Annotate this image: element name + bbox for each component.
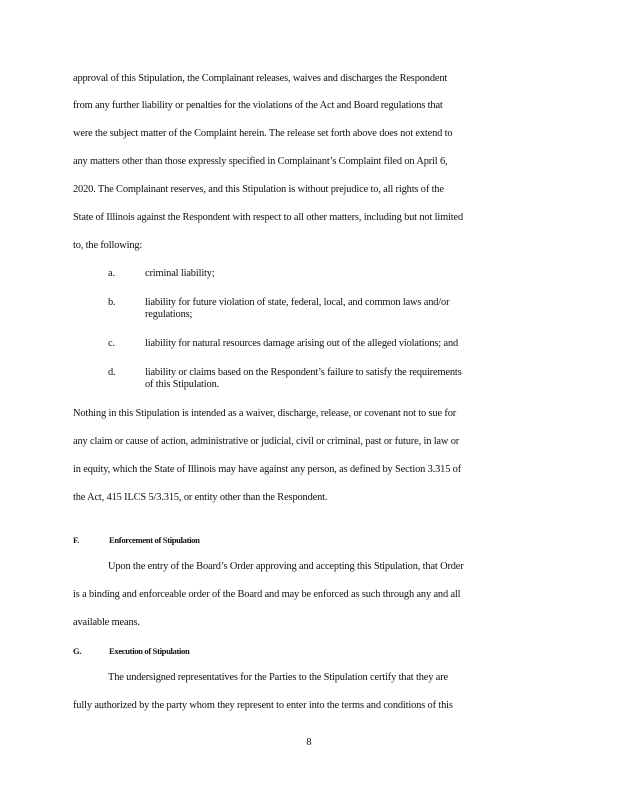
page-number: 8 bbox=[306, 737, 312, 748]
section-title: Enforcement of Stipulation bbox=[109, 535, 200, 545]
paragraph-line: from any further liability or penalties for the violations of the Act and Board regulations that bbox=[73, 100, 443, 111]
list-marker: c. bbox=[108, 338, 115, 349]
paragraph-line: approval of this Stipulation, the Complainant releases, waives and discharges the Respondent bbox=[73, 73, 448, 84]
paragraph-line: any matters other than those expressly specified in Complainant’s Complaint filed on April 6, bbox=[73, 156, 448, 167]
paragraph-line: the Act, 415 ILCS 5/3.315, or entity other than the Respondent. bbox=[73, 492, 328, 503]
paragraph-line: State of Illinois against the Respondent with respect to all other matters, including but not limited bbox=[73, 212, 464, 223]
paragraph-line: in equity, which the State of Illinois may have against any person, as defined by Section 3.315 of bbox=[73, 464, 462, 475]
paragraph-line: The undersigned representatives for the Parties to the Stipulation certify that they are bbox=[108, 672, 448, 683]
list-text: criminal liability; bbox=[145, 268, 215, 279]
paragraph-line: were the subject matter of the Complaint herein. The release set forth above does not extend to bbox=[73, 128, 453, 139]
paragraph-line: to, the following: bbox=[73, 240, 143, 251]
list-marker: a. bbox=[108, 268, 115, 279]
list-marker: b. bbox=[108, 297, 116, 308]
paragraph-line: fully authorized by the party whom they represent to enter into the terms and conditions of this bbox=[73, 700, 453, 711]
section-label: F. bbox=[73, 535, 79, 545]
paragraph-line: is a binding and enforceable order of the Board and may be enforced as such through any and all bbox=[73, 589, 461, 600]
list-text: liability for future violation of state, federal, local, and common laws and/or regulations; bbox=[145, 297, 450, 320]
paragraph-line: Nothing in this Stipulation is intended as a waiver, discharge, release, or covenant not to sue for bbox=[73, 408, 457, 419]
section-label: G. bbox=[73, 646, 82, 656]
paragraph-line: 2020. The Complainant reserves, and this Stipulation is without prejudice to, all rights of the bbox=[73, 184, 444, 195]
section-title: Execution of Stipulation bbox=[109, 646, 190, 656]
list-marker: d. bbox=[108, 367, 116, 378]
paragraph-line: available means. bbox=[73, 617, 140, 628]
list-text: liability or claims based on the Respondent’s failure to satisfy the requirements of this Stipulation. bbox=[145, 367, 462, 390]
paragraph-line: any claim or cause of action, administrative or judicial, civil or criminal, past or future, in law or bbox=[73, 436, 460, 447]
list-text: liability for natural resources damage arising out of the alleged violations; and bbox=[145, 338, 459, 349]
paragraph-line: Upon the entry of the Board’s Order approving and accepting this Stipulation, that Order bbox=[108, 561, 464, 572]
